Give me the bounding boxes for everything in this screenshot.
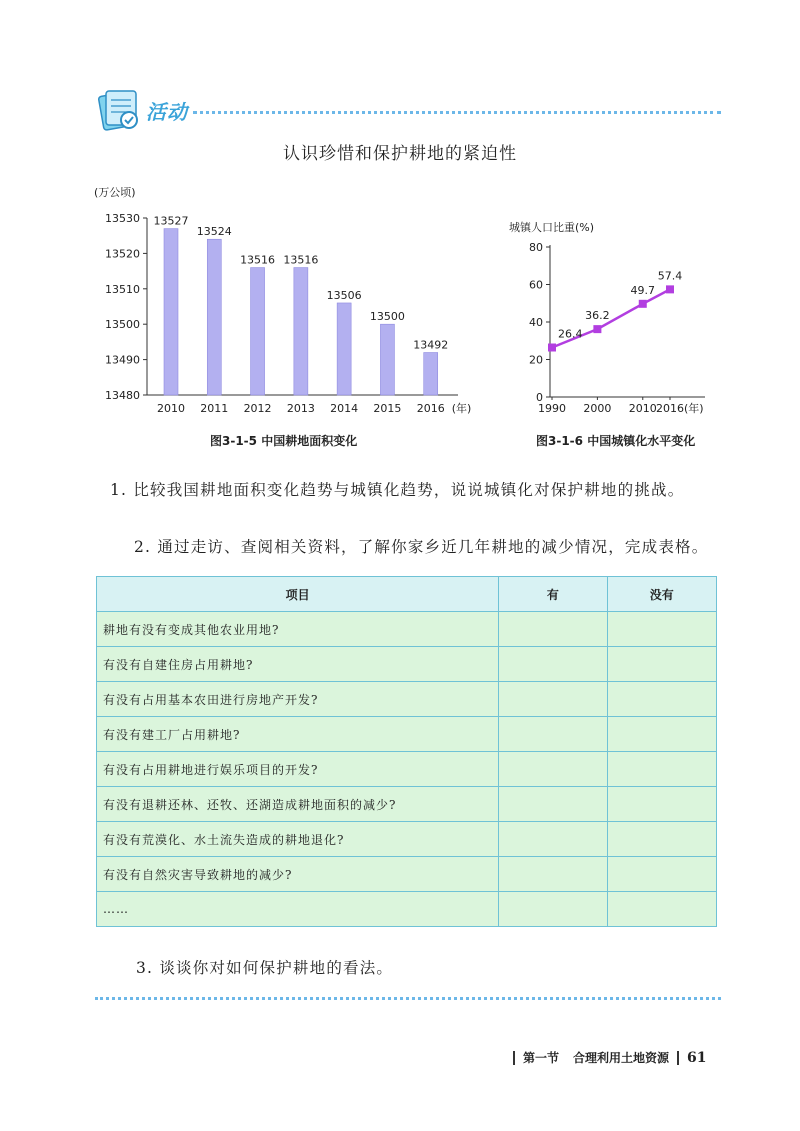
- yes-cell[interactable]: [499, 717, 607, 752]
- header-no: 没有: [607, 577, 716, 612]
- bar-x-tick-label: 2010: [157, 402, 185, 415]
- question-2: 2. 通过走访、查阅相关资料，了解你家乡近几年耕地的减少情况，完成表格。: [134, 538, 709, 556]
- survey-table: [96, 576, 717, 927]
- bar-x-unit: (年): [451, 402, 472, 415]
- bar-y-tick-label: 13510: [105, 282, 140, 296]
- line-point-2016: [666, 285, 674, 293]
- table-row-item: 有没有退耕还林、还牧、还湖造成耕地面积的减少?: [97, 787, 499, 822]
- bar-data-label: 13516: [283, 253, 319, 267]
- line-y-tick-label: 20: [529, 353, 543, 367]
- no-cell[interactable]: [607, 892, 716, 927]
- line-y-tick-label: 0: [536, 391, 543, 404]
- bar-2010: [164, 229, 178, 395]
- footer-divider: [677, 1051, 679, 1065]
- line-x-tick-label: 2016: [656, 402, 684, 415]
- bar-data-label: 13527: [153, 214, 189, 228]
- bar-data-label: 13492: [413, 338, 449, 352]
- table-row: [97, 822, 717, 857]
- table-row: [97, 892, 717, 927]
- line-point-1990: [548, 344, 556, 352]
- bar-2016: [424, 353, 438, 395]
- header-item: 项目: [97, 577, 499, 612]
- bar-2013: [294, 268, 308, 395]
- yes-cell[interactable]: [499, 647, 607, 682]
- no-cell[interactable]: [607, 787, 716, 822]
- table-header-row: [97, 577, 717, 612]
- bottom-dotted-divider: [95, 997, 721, 1000]
- no-cell[interactable]: [607, 647, 716, 682]
- no-cell[interactable]: [607, 612, 716, 647]
- line-chart-ylabel: 城镇人口比重(%): [509, 221, 595, 234]
- top-dotted-divider: [193, 111, 721, 114]
- line-point-2010: [639, 300, 647, 308]
- bar-y-tick-label: 13490: [105, 353, 140, 367]
- no-cell[interactable]: [607, 822, 716, 857]
- line-chart-caption: 图3-1-6 中国城镇化水平变化: [536, 434, 696, 448]
- no-cell[interactable]: [607, 717, 716, 752]
- bar-x-tick-label: 2012: [243, 402, 272, 415]
- bar-data-label: 13524: [196, 225, 232, 239]
- table-row-item: 有没有自建住房占用耕地?: [97, 647, 499, 682]
- bar-2011: [207, 239, 221, 395]
- bar-data-label: 13516: [240, 253, 276, 267]
- yes-cell[interactable]: [499, 892, 607, 927]
- table-row: [97, 717, 717, 752]
- table-row: [97, 682, 717, 717]
- bar-y-tick-label: 13530: [105, 212, 140, 225]
- line-y-tick-label: 40: [529, 316, 543, 329]
- line-y-tick-label: 60: [529, 278, 543, 292]
- line-point-2000: [593, 325, 601, 333]
- line-x-tick-label: 2010: [628, 402, 657, 415]
- bar-x-tick-label: 2015: [373, 402, 402, 415]
- table-row-item: 有没有荒漠化、水土流失造成的耕地退化?: [97, 822, 499, 857]
- yes-cell[interactable]: [499, 752, 607, 787]
- bar-y-tick-label: 13500: [105, 318, 140, 332]
- bar-2015: [380, 324, 394, 395]
- bar-x-tick-label: 2013: [286, 402, 315, 415]
- table-row: [97, 752, 717, 787]
- table-row-item: 有没有占用耕地进行娱乐项目的开发?: [97, 752, 499, 787]
- no-cell[interactable]: [607, 682, 716, 717]
- bar-y-tick-label: 13480: [105, 389, 140, 402]
- bar-chart-caption: 图3-1-5 中国耕地面积变化: [210, 434, 358, 448]
- line-x-tick-label: 1990: [538, 402, 566, 415]
- line-data-label: 57.4: [657, 269, 683, 283]
- table-row: [97, 612, 717, 647]
- no-cell[interactable]: [607, 857, 716, 892]
- table-row-item: 有没有建工厂占用耕地?: [97, 717, 499, 752]
- activity-title: 认识珍惜和保护耕地的紧迫性: [283, 144, 517, 164]
- line-x-unit: (年): [684, 402, 704, 415]
- bar-2012: [251, 268, 265, 395]
- yes-cell[interactable]: [499, 682, 607, 717]
- footer-section: 第一节: [523, 1051, 560, 1065]
- footer-chapter: 合理利用土地资源: [573, 1051, 670, 1065]
- question-3: 3. 谈谈你对如何保护耕地的看法。: [136, 959, 394, 977]
- line-data-label: 49.7: [630, 283, 656, 297]
- line-x-tick-label: 2000: [583, 402, 612, 415]
- bar-x-tick-label: 2016: [416, 402, 445, 415]
- question-1: 1. 比较我国耕地面积变化趋势与城镇化趋势，说说城镇化对保护耕地的挑战。: [110, 481, 685, 499]
- table-row: [97, 857, 717, 892]
- bar-y-tick-label: 13520: [105, 247, 140, 261]
- line-y-tick-label: 80: [529, 241, 543, 254]
- urbanization-line-chart: [505, 215, 735, 425]
- header-yes: 有: [499, 577, 607, 612]
- bar-x-tick-label: 2014: [330, 402, 359, 415]
- bar-data-label: 13506: [326, 288, 362, 302]
- no-cell[interactable]: [607, 752, 716, 787]
- table-row: [97, 647, 717, 682]
- table-row-item: 有没有自然灾害导致耕地的减少?: [97, 857, 499, 892]
- page-number: 61: [687, 1049, 707, 1066]
- line-data-label: 26.4: [558, 327, 583, 341]
- bar-x-tick-label: 2011: [200, 402, 229, 415]
- activity-notebook-icon: [98, 88, 142, 132]
- yes-cell[interactable]: [499, 787, 607, 822]
- yes-cell[interactable]: [499, 612, 607, 647]
- bar-data-label: 13500: [369, 310, 405, 324]
- table-row-item: 有没有占用基本农田进行房地产开发?: [97, 682, 499, 717]
- page-footer: [505, 1049, 707, 1066]
- footer-divider: [513, 1051, 515, 1065]
- table-row: [97, 787, 717, 822]
- activity-label: 活动: [146, 100, 188, 124]
- table-row-item: ……: [97, 892, 499, 927]
- yes-cell[interactable]: [499, 822, 607, 857]
- table-row-item: 耕地有没有变成其他农业用地?: [97, 612, 499, 647]
- bar-2014: [337, 303, 351, 395]
- line-data-label: 36.2: [585, 309, 610, 323]
- farmland-area-bar-chart: [90, 180, 490, 420]
- yes-cell[interactable]: [499, 857, 607, 892]
- bar-chart-ylabel: (万公顷): [94, 186, 136, 199]
